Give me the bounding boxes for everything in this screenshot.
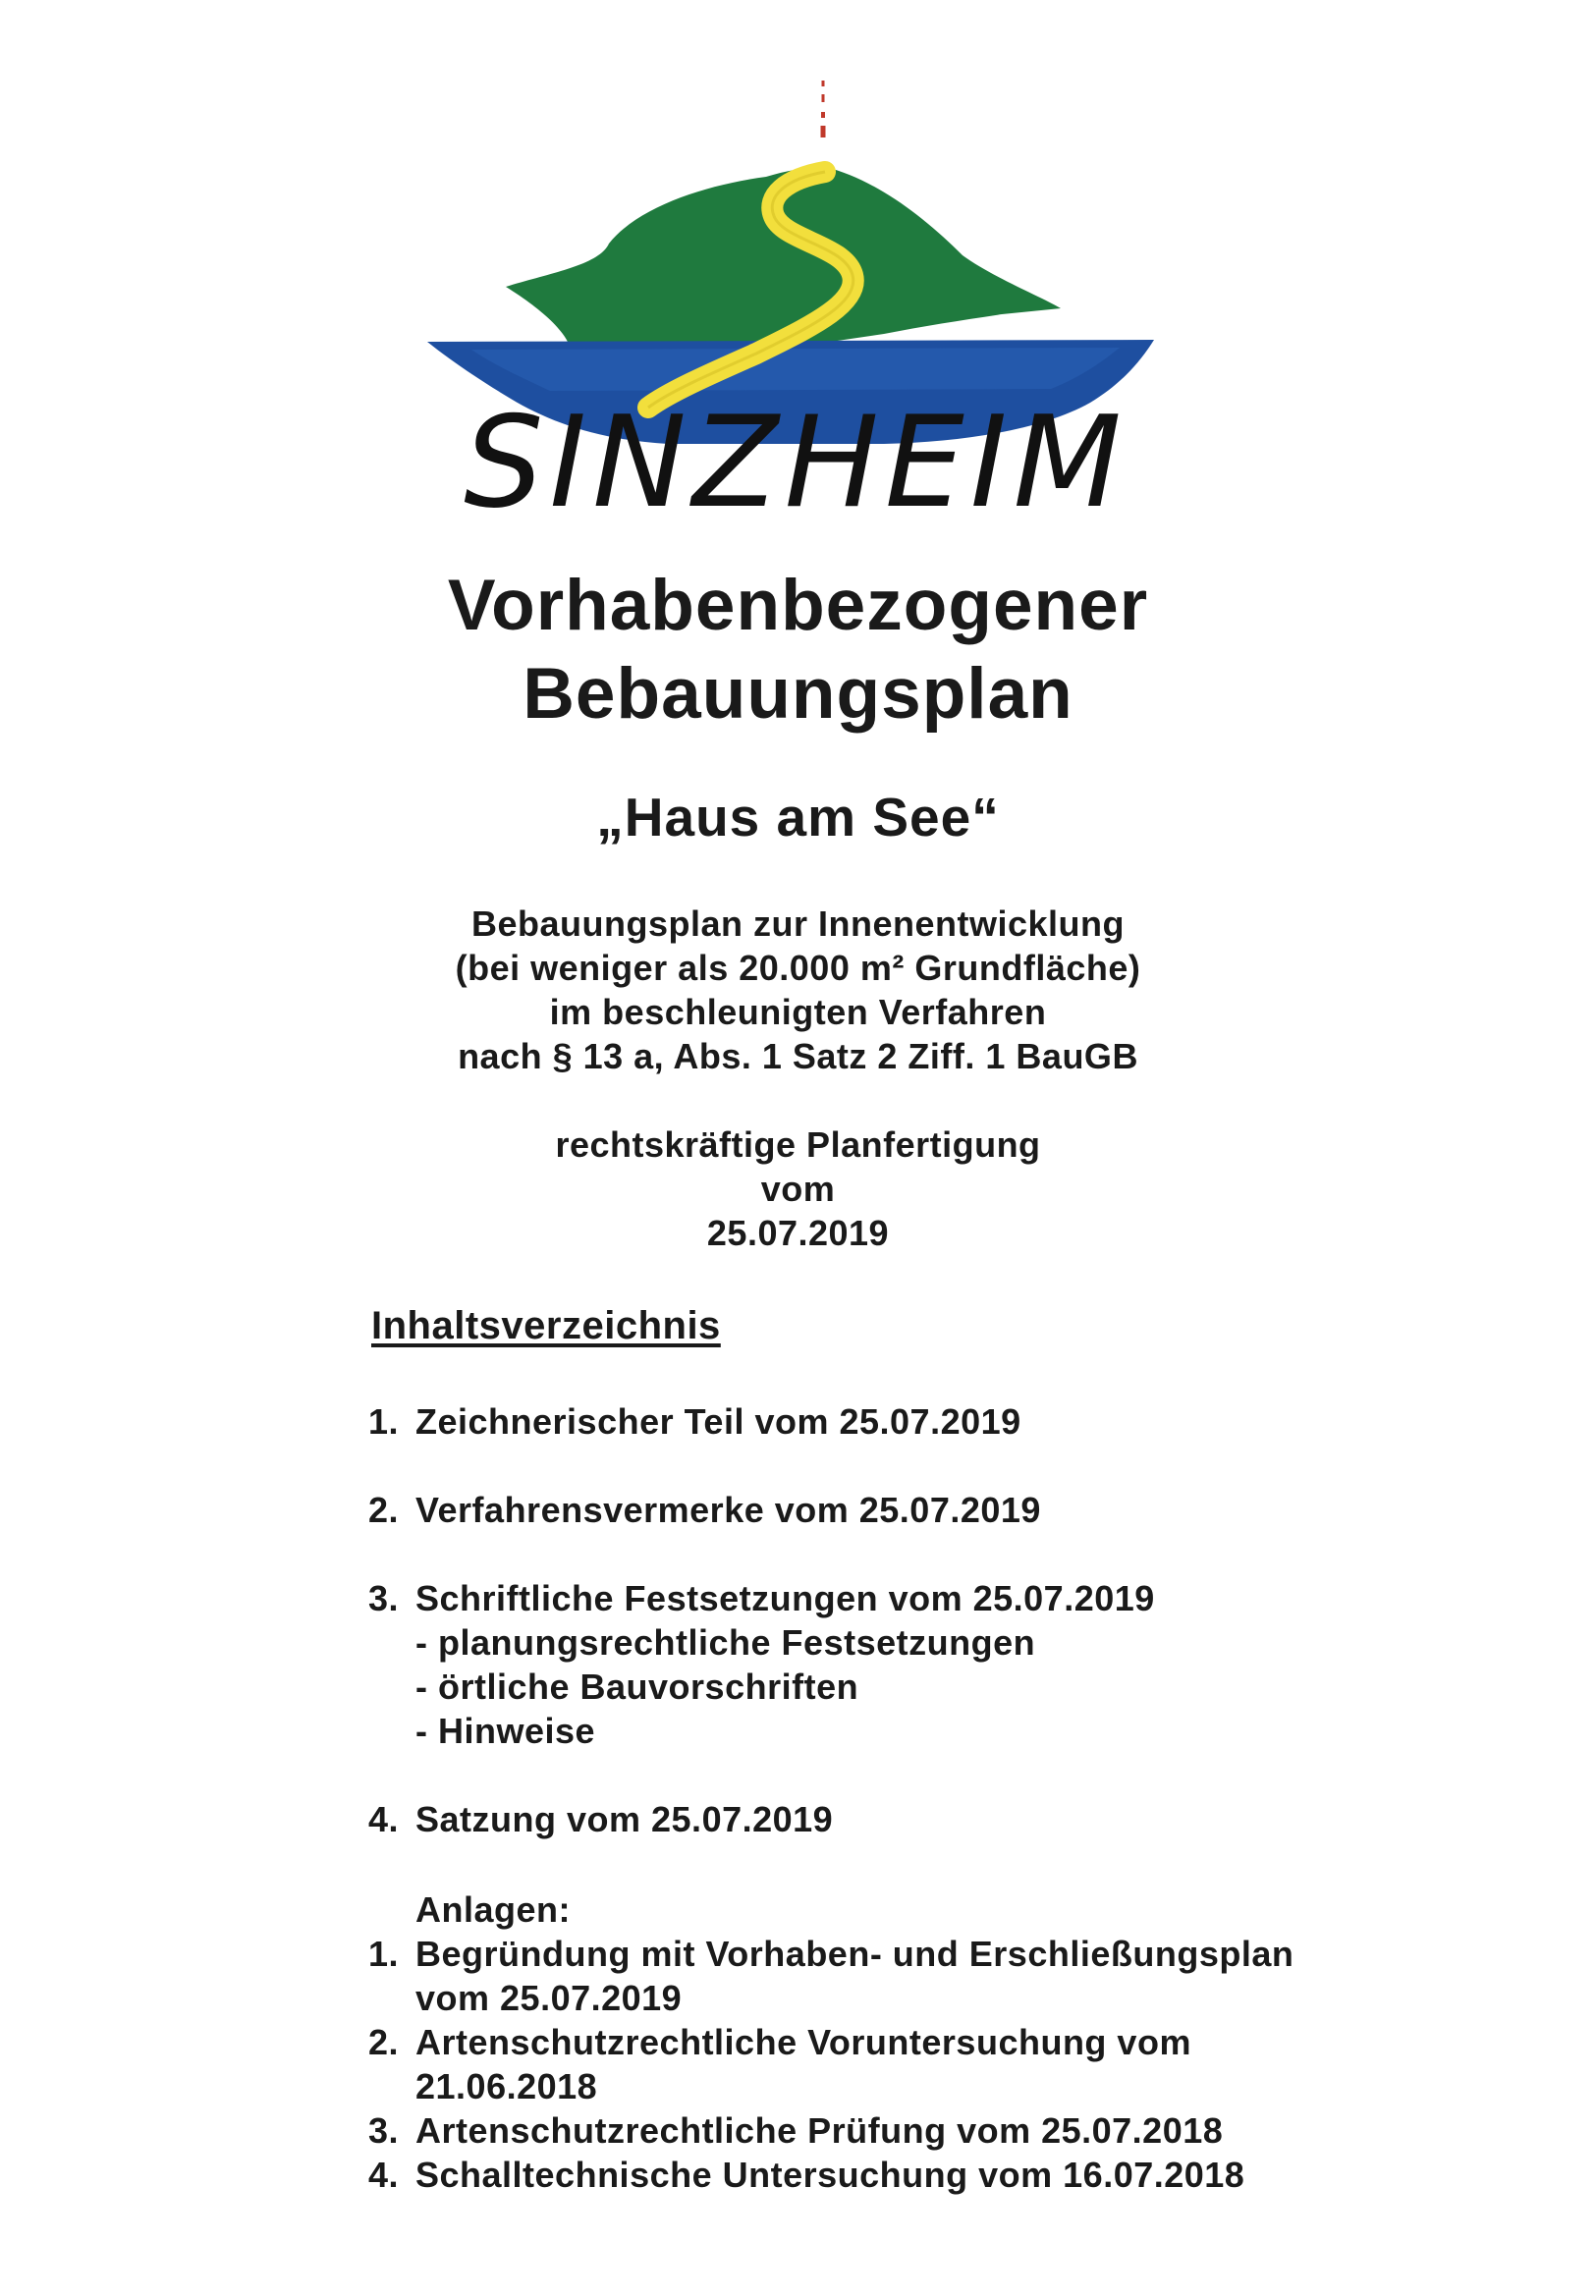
annex-item	[368, 2108, 1299, 2153]
validity-line-1: rechtskräftige Planfertigung	[555, 1124, 1041, 1165]
annex-item-text: Artenschutzrechtliche Voruntersuchung vom 21.06.2018	[415, 2022, 1191, 2106]
page-title	[0, 562, 1596, 738]
toc-item	[368, 1797, 1155, 1841]
annex-item-number: 3.	[368, 2110, 400, 2151]
toc-subitem: - planungsrechtliche Festsetzungen	[415, 1622, 1036, 1663]
toc-item-text: Schriftliche Festsetzungen vom 25.07.2019	[415, 1578, 1155, 1618]
toc-item-text: Satzung vom 25.07.2019	[415, 1799, 834, 1839]
toc-item-number: 1.	[368, 1401, 400, 1442]
toc-list	[368, 1399, 1155, 1886]
toc-subitem: - örtliche Bauvorschriften	[415, 1667, 859, 1707]
description-line-1: Bebauungsplan zur Innenentwicklung	[470, 903, 1126, 944]
toc-heading: Inhaltsverzeichnis	[371, 1304, 721, 1347]
annex-item	[368, 1932, 1299, 2020]
annex-item-number: 1.	[368, 1934, 400, 1974]
toc-item	[368, 1399, 1155, 1444]
toc-item-number: 3.	[368, 1578, 400, 1618]
toc-item-text: Verfahrensvermerke vom 25.07.2019	[415, 1490, 1041, 1530]
validity-date: 25.07.2019	[706, 1213, 890, 1253]
toc-item	[368, 1488, 1155, 1532]
validity-line-2: vom	[760, 1169, 836, 1209]
annex-item-text: Begründung mit Vorhaben- und Erschließungsplan vom 25.07.2019	[415, 1934, 1294, 2018]
toc-item-number: 4.	[368, 1799, 400, 1839]
annex-heading: Anlagen:	[415, 1889, 572, 1930]
annex-item-number: 2.	[368, 2022, 400, 2062]
toc-item-number: 2.	[368, 1490, 400, 1530]
title-line-1: Vorhabenbezogener	[447, 566, 1149, 645]
annex-item	[368, 2020, 1299, 2108]
description-line-4: nach § 13 a, Abs. 1 Satz 2 Ziff. 1 BauGB	[458, 1036, 1138, 1076]
annex-list	[368, 1887, 1299, 2197]
sinzheim-logo	[413, 69, 1179, 530]
plan-name: „Haus am See“	[596, 787, 1000, 847]
toc-item	[368, 1576, 1155, 1753]
title-line-2: Bebauungsplan	[523, 654, 1073, 734]
description-line-3: im beschleunigten Verfahren	[549, 992, 1047, 1032]
annex-item-text: Artenschutzrechtliche Prüfung vom 25.07.2018	[415, 2110, 1224, 2151]
annex-item	[368, 2153, 1299, 2197]
description-line-2: (bei weniger als 20.000 m² Grundfläche)	[455, 948, 1141, 988]
validity-block	[0, 1122, 1596, 1255]
toc-item-text: Zeichnerischer Teil vom 25.07.2019	[415, 1401, 1021, 1442]
plan-description	[0, 902, 1596, 1078]
annex-item-number: 4.	[368, 2155, 400, 2195]
annex-item-text: Schalltechnische Untersuchung vom 16.07.2018	[415, 2155, 1245, 2195]
logo-wordmark: SINZHEIM	[464, 390, 1128, 530]
toc-subitem: - Hinweise	[415, 1711, 596, 1751]
